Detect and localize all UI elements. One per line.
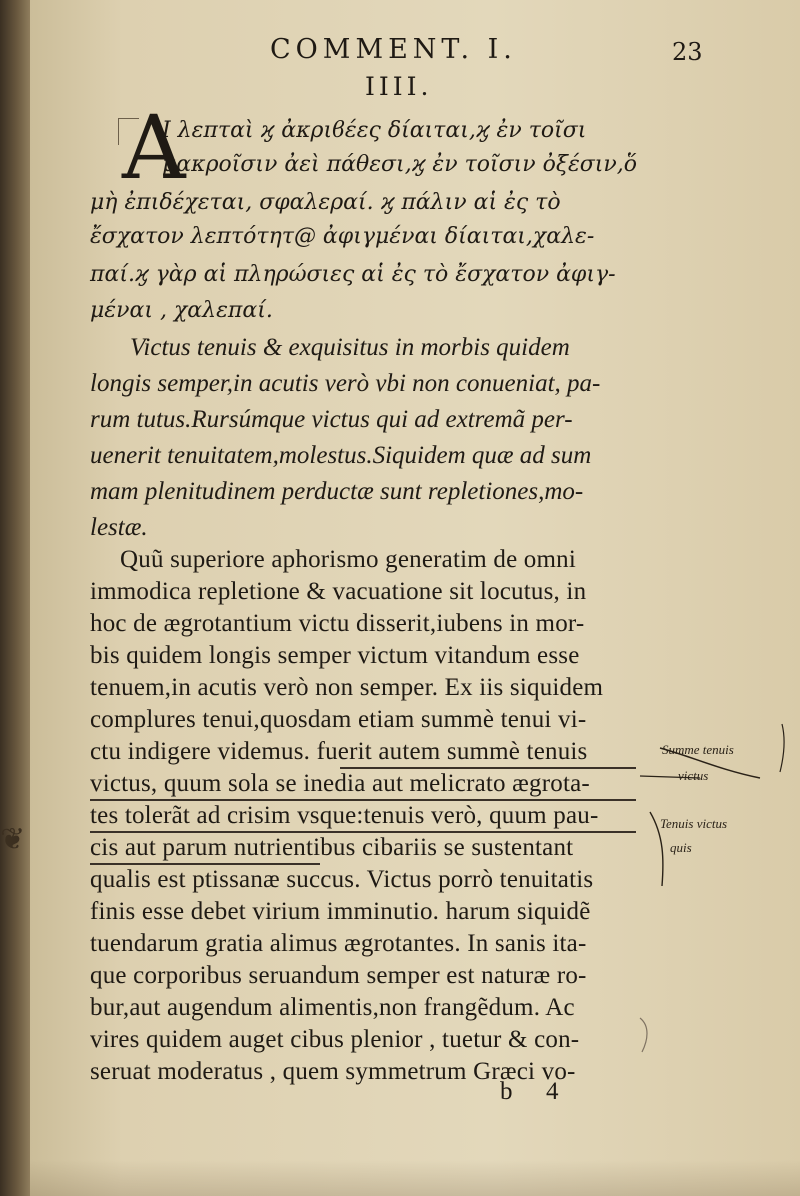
page-number: 23 — [672, 38, 703, 66]
translation-line: uenerit tenuitatem,molestus.Siquidem quæ ad sum — [90, 442, 592, 469]
commentary-line: bur,aut augendum alimentis,non frangẽdum. Ac — [90, 994, 575, 1021]
commentary-line: cis aut parum nutrientibus cibariis se sustentant — [90, 834, 574, 861]
commentary-line: victus, quum sola se inedia aut melicrato ægrota- — [90, 770, 590, 797]
commentary-line: immodica repletione & vacuatione sit locutus, in — [90, 578, 587, 605]
signature-mark: b — [500, 1078, 513, 1105]
gutter-flourish-icon: ❦ — [0, 822, 26, 857]
greek-line: ἔσχατον λεπτότητ@ ἀφιγμέναι δίαιται,χαλε- — [90, 224, 595, 249]
commentary-line: que corporibus seruandum semper est naturæ ro- — [90, 962, 587, 989]
ink-bracket — [650, 812, 663, 886]
section-number: IIII. — [365, 72, 433, 101]
translation-line: lestæ. — [90, 514, 148, 541]
margin-note: Summe tenuis — [662, 742, 734, 757]
commentary-line: complures tenui,quosdam etiam summè tenui vi- — [90, 706, 587, 733]
ink-stroke — [660, 748, 760, 778]
commentary-line: tes tolerãt ad crisim vsque:tenuis verò, quum pau- — [90, 802, 599, 829]
translation-line: mam plenitudinem perductæ sunt repletiones,mo- — [90, 478, 584, 505]
commentary-line: tenuem,in acutis verò non semper. Ex iis siquidem — [90, 674, 604, 701]
signature-number: 4 — [546, 1078, 559, 1105]
commentary-line: ctu indigere videmus. fuerit autem summè tenuis — [90, 738, 588, 765]
margin-note: victus — [678, 768, 709, 783]
margin-note: Tenuis victus — [660, 816, 728, 831]
translation-line: rum tutus.Rursúmque victus qui ad extremã per- — [90, 406, 573, 433]
commentary-line: bis quidem longis semper victum vitandum esse — [90, 642, 580, 669]
translation-line: Victus tenuis & exquisitus in morbis quidem — [130, 334, 570, 361]
commentary-line: seruat moderatus , quem symmetrum Græci vo- — [90, 1058, 576, 1085]
ink-stroke — [640, 1018, 647, 1052]
commentary-line: vires quidem auget cibus plenior , tuetur & con- — [90, 1026, 580, 1053]
ink-stroke — [640, 776, 700, 778]
greek-line: μέναι , χαλεπαί. — [90, 298, 273, 323]
commentary-line: finis esse debet virium imminutio. harum siquidẽ — [90, 898, 591, 925]
commentary-line: qualis est ptissanæ succus. Victus porrò tenuitatis — [90, 866, 594, 893]
commentary-line: tuendarum gratia alimus ægrotantes. In sanis ita- — [90, 930, 587, 957]
translation-line: longis semper,in acutis verò vbi non conueniat, pa- — [90, 370, 601, 397]
commentary-line: Quũ superiore aphorismo generatim de omni — [120, 546, 577, 573]
commentary-line: hoc de ægrotantium victu disserit,iubens in mor- — [90, 610, 585, 637]
margin-note: quis — [670, 840, 692, 855]
greek-line: μὴ ἐπιδέχεται, σφαλεραί. ϗ πάλιν αἱ ἐς τὸ — [90, 190, 561, 215]
running-head: COMMENT. I. — [270, 34, 517, 65]
greek-line: Ι λεπταὶ ϗ ἀκριϐέες δίαιται,ϗ ἐν τοῖσι — [162, 118, 587, 143]
ink-stroke — [780, 724, 784, 772]
drop-capital: A — [122, 96, 186, 199]
greek-line: παί.ϗ γὰρ αἱ πληρώσιες αἱ ἐς τὸ ἔσχατον ἀφιγ- — [90, 262, 616, 287]
greek-line: μακροῖσιν ἀεὶ πάθεσι,ϗ ἐν τοῖσιν ὀξέσιν,ὅ — [162, 152, 638, 177]
